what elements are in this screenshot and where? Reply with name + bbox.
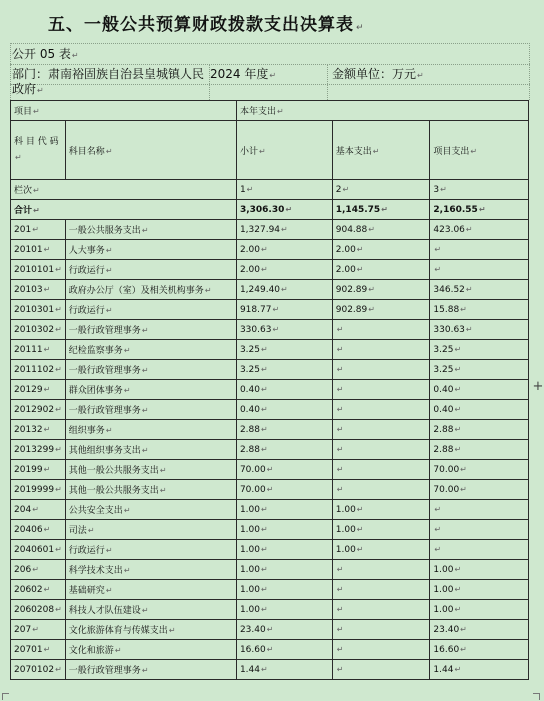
cell-basic: ↵ [332,620,430,640]
total-row: 合计↵ 3,306.30↵ 1,145.75↵ 2,160.55↵ [11,200,529,220]
cell-code: 2040601↵ [11,540,66,560]
cell-project: 15.88↵ [430,300,529,320]
cell-subtotal: 2.00↵ [236,240,332,260]
cell-code: 2070102↵ [11,660,66,680]
cell-basic: ↵ [332,460,430,480]
total-project: 2,160.55↵ [430,200,529,220]
cell-basic: 1.00↵ [332,500,430,520]
cell-project: 1.00↵ [430,600,529,620]
table-row [11,600,529,620]
cell-name: 一般行政管理事务↵ [65,360,236,380]
cell-basic: ↵ [332,440,430,460]
cell-project: ↵ [430,540,529,560]
table-row [11,380,529,400]
page-title: 五、一般公共预算财政拨款支出决算表 ↵ [48,15,365,35]
cell-project: ↵ [430,260,529,280]
cell-project: 1.00↵ [430,580,529,600]
table-subheader-row [11,121,529,180]
cell-code: 20132↵ [11,420,66,440]
cell-code: 207↵ [11,620,66,640]
table-row [11,360,529,380]
cell-basic: ↵ [332,580,430,600]
cell-project: 23.40↵ [430,620,529,640]
cell-subtotal: 70.00↵ [236,480,332,500]
cell-name: 一般行政管理事务↵ [65,400,236,420]
cell-project: ↵ [430,520,529,540]
cell-subtotal: 1,249.40↵ [236,280,332,300]
cell-basic: ↵ [332,640,430,660]
cell-code: 206↵ [11,560,66,580]
cell-name: 群众团体事务↵ [65,380,236,400]
cell-basic: 902.89↵ [332,300,430,320]
department-label: 部门：肃南裕固族自治县皇城镇人民 [12,67,205,81]
cell-basic: ↵ [332,480,430,500]
cell-code: 20103↵ [11,280,66,300]
cell-subtotal: 1.00↵ [236,520,332,540]
cell-code: 20406↵ [11,520,66,540]
cell-name: 一般公共服务支出↵ [65,220,236,240]
table-row [11,520,529,540]
cell-subtotal: 23.40↵ [236,620,332,640]
column-index-row: 栏次↵ 1↵ 2↵ 3↵ [11,180,529,200]
table-row [11,240,529,260]
cell-basic: ↵ [332,400,430,420]
table-row [11,540,529,560]
total-subtotal: 3,306.30↵ [236,200,332,220]
table-row [11,640,529,660]
cell-project: ↵ [430,240,529,260]
cell-basic: 902.89↵ [332,280,430,300]
cell-project: 2.88↵ [430,420,529,440]
table-row [11,560,529,580]
table-row [11,500,529,520]
header-basic-cell: 基本支出↵ [332,121,430,180]
cell-basic: ↵ [332,420,430,440]
table-row [11,400,529,420]
cell-subtotal: 3.25↵ [236,360,332,380]
table-number: 公开 05 表 [12,47,71,61]
fiscal-year: 2024 年度 [210,67,269,81]
header-info-row-cont: 政府↵ [12,82,44,96]
cell-subtotal: 16.60↵ [236,640,332,660]
cell-name: 人大事务↵ [65,240,236,260]
department-label-cont: 政府 [12,82,37,96]
header-code-cell: 科 目 代 码↵ [11,121,66,180]
cell-name: 其他一般公共服务支出↵ [65,480,236,500]
cell-project: 3.25↵ [430,340,529,360]
table-row [11,340,529,360]
cell-subtotal: 1.00↵ [236,540,332,560]
amount-unit: 金额单位：万元 [332,67,417,81]
table-row [11,580,529,600]
cell-code: 20199↵ [11,460,66,480]
cell-subtotal: 3.25↵ [236,340,332,360]
table-row [11,260,529,280]
cell-name: 行政运行↵ [65,300,236,320]
cell-code: 2010302↵ [11,320,66,340]
cell-subtotal: 2.00↵ [236,260,332,280]
cell-basic: 2.00↵ [332,240,430,260]
table-row [11,660,529,680]
table-row [11,420,529,440]
expenditure-table [10,100,529,680]
cell-project: 70.00↵ [430,480,529,500]
cell-subtotal: 70.00↵ [236,460,332,480]
table-row [11,620,529,640]
cell-name: 政府办公厅（室）及相关机构事务↵ [65,280,236,300]
cell-subtotal: 1.44↵ [236,660,332,680]
cell-subtotal: 918.77↵ [236,300,332,320]
cell-code: 2060208↵ [11,600,66,620]
cell-basic: 1.00↵ [332,540,430,560]
cell-name: 其他组织事务支出↵ [65,440,236,460]
cell-name: 科学技术支出↵ [65,560,236,580]
table-row [11,440,529,460]
cell-name: 公共安全支出↵ [65,500,236,520]
cell-basic: 904.88↵ [332,220,430,240]
cell-project: 0.40↵ [430,380,529,400]
cell-basic: ↵ [332,660,430,680]
cell-project: 330.63↵ [430,320,529,340]
header-item-cell: 项目↵ [11,101,237,121]
cell-name: 一般行政管理事务↵ [65,320,236,340]
cell-code: 2010301↵ [11,300,66,320]
cell-subtotal: 1.00↵ [236,600,332,620]
table-row [11,460,529,480]
header-name-cell: 科目名称↵ [65,121,236,180]
cell-subtotal: 0.40↵ [236,380,332,400]
cell-code: 204↵ [11,500,66,520]
cell-basic: ↵ [332,600,430,620]
cell-project: 346.52↵ [430,280,529,300]
table-number-row: 公开 05 表↵ [12,47,79,61]
header-subtotal-cell: 小计↵ [236,121,332,180]
cell-name: 纪检监察事务↵ [65,340,236,360]
cell-code: 20602↵ [11,580,66,600]
cell-basic: ↵ [332,320,430,340]
cell-project: 16.60↵ [430,640,529,660]
table-row [11,220,529,240]
cell-name: 行政运行↵ [65,540,236,560]
cell-subtotal: 2.88↵ [236,420,332,440]
cell-code: 20111↵ [11,340,66,360]
cell-name: 其他一般公共服务支出↵ [65,460,236,480]
cell-code: 201↵ [11,220,66,240]
cell-subtotal: 2.88↵ [236,440,332,460]
header-info-row: 部门：肃南裕固族自治县皇城镇人民 2024 年度↵ 金额单位：万元↵ [12,67,424,81]
cell-project: 3.25↵ [430,360,529,380]
cell-project: 423.06↵ [430,220,529,240]
cell-code: 2019999↵ [11,480,66,500]
table-row [11,480,529,500]
cell-basic: 2.00↵ [332,260,430,280]
table-header-row [11,101,529,121]
cell-subtotal: 1.00↵ [236,580,332,600]
cell-basic: ↵ [332,340,430,360]
cell-subtotal: 1.00↵ [236,560,332,580]
header-project-cell: 项目支出↵ [430,121,529,180]
cell-name: 基础研究↵ [65,580,236,600]
cell-subtotal: 1,327.94↵ [236,220,332,240]
cell-project: 2.88↵ [430,440,529,460]
cell-subtotal: 0.40↵ [236,400,332,420]
cell-project: 0.40↵ [430,400,529,420]
cell-subtotal: 1.00↵ [236,500,332,520]
plus-icon[interactable]: + [532,379,544,394]
cell-name: 组织事务↵ [65,420,236,440]
cell-subtotal: 330.63↵ [236,320,332,340]
cell-project: 1.44↵ [430,660,529,680]
total-basic: 1,145.75↵ [332,200,430,220]
cell-basic: 1.00↵ [332,520,430,540]
cell-basic: ↵ [332,560,430,580]
cell-code: 20701↵ [11,640,66,660]
cell-project: 1.00↵ [430,560,529,580]
cell-code: 2011102↵ [11,360,66,380]
cell-code: 20101↵ [11,240,66,260]
cell-code: 2010101↵ [11,260,66,280]
cell-name: 一般行政管理事务↵ [65,660,236,680]
cell-basic: ↵ [332,380,430,400]
cell-name: 文化旅游体育与传媒支出↵ [65,620,236,640]
table-row [11,320,529,340]
cell-name: 司法↵ [65,520,236,540]
cell-name: 行政运行↵ [65,260,236,280]
cell-project: 70.00↵ [430,460,529,480]
cell-name: 文化和旅游↵ [65,640,236,660]
cell-code: 2013299↵ [11,440,66,460]
table-row [11,300,529,320]
cell-code: 20129↵ [11,380,66,400]
cell-name: 科技人才队伍建设↵ [65,600,236,620]
header-current-cell: 本年支出↵ [236,101,528,121]
cell-project: ↵ [430,500,529,520]
cell-basic: ↵ [332,360,430,380]
table-row [11,280,529,300]
cell-code: 2012902↵ [11,400,66,420]
